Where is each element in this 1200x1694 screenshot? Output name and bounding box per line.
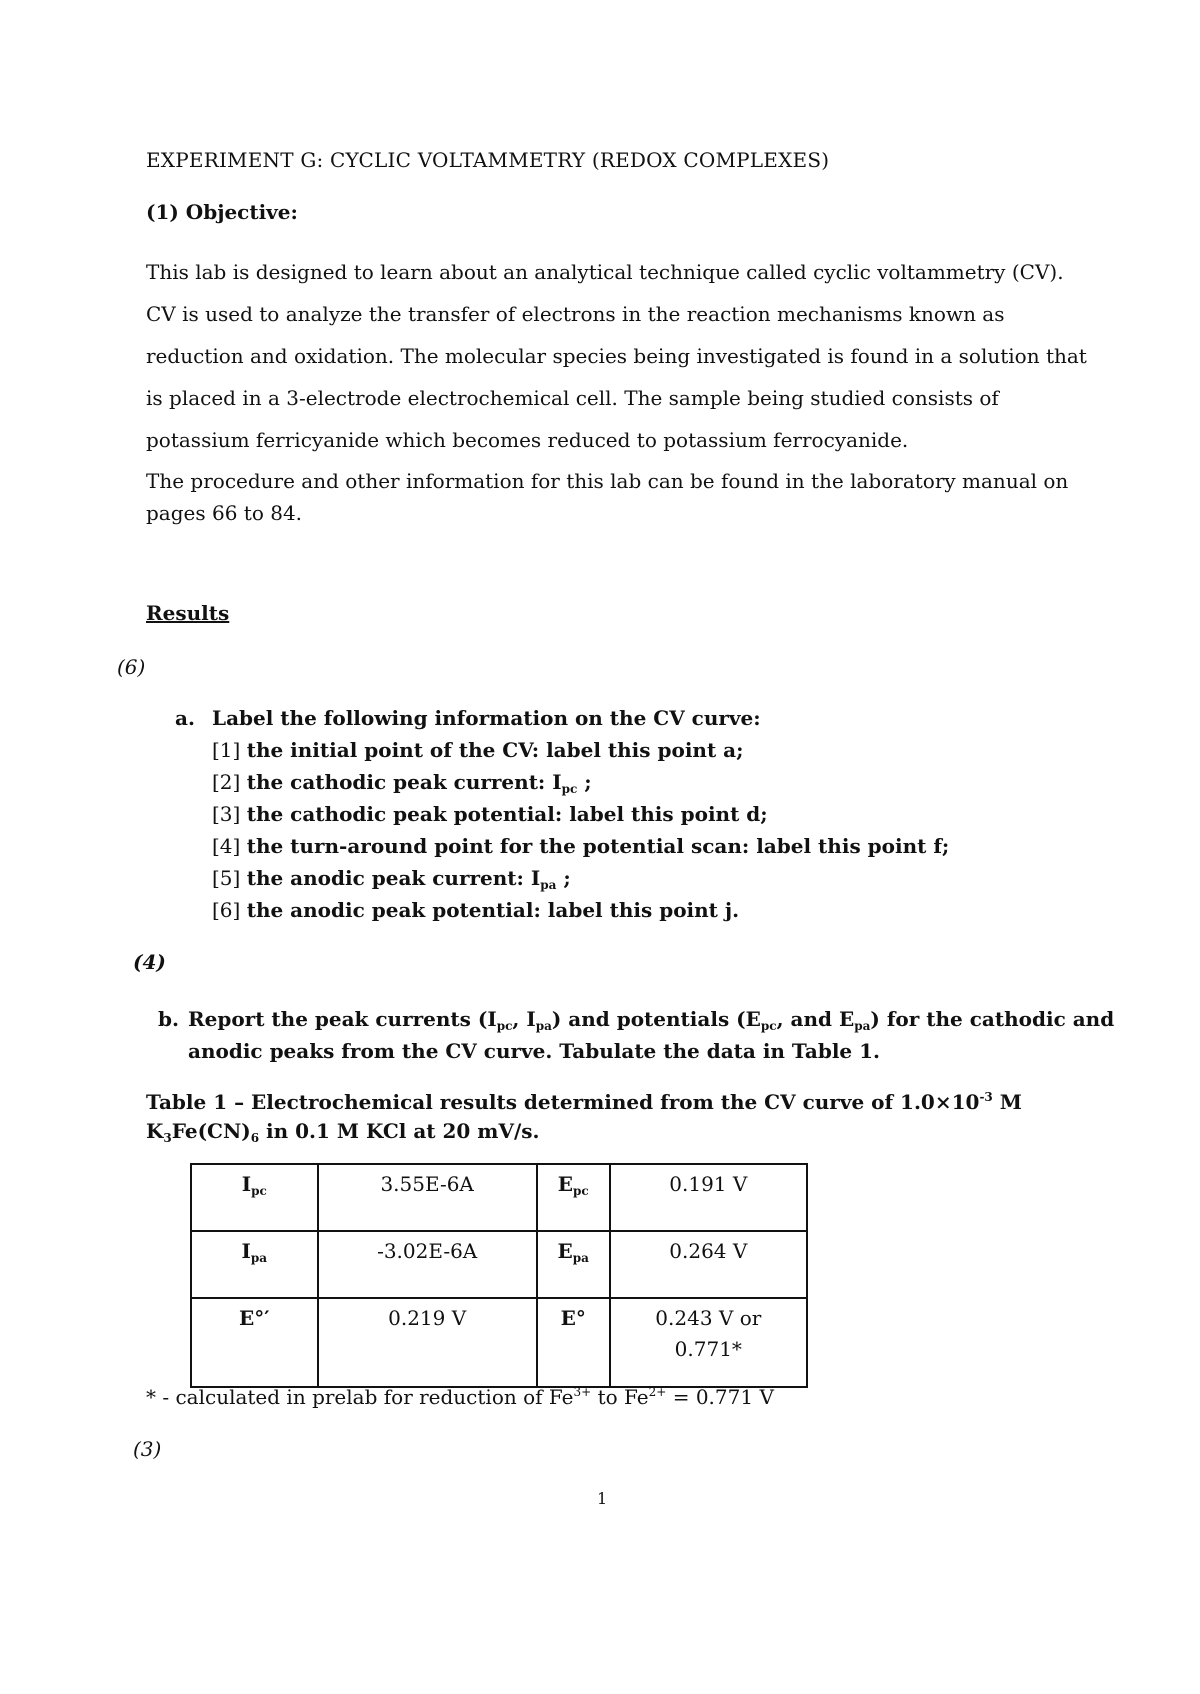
item-text: the anodic peak potential: label this point j. bbox=[246, 898, 740, 922]
item-number: [3] bbox=[212, 802, 241, 826]
table-caption-line-2: $K_3Fe(CN)_6$ in 0.1 M KCl at 20 mV/s. bbox=[146, 1119, 540, 1145]
table-row bbox=[191, 1231, 807, 1298]
question-b-line-1: Report the peak currents ($I_{pc}$, $I_{pa}$) and potentials ($E_{pc}$, and $E_{pa}$) for the cathodic and bbox=[188, 1007, 1115, 1033]
item-tail: ; bbox=[556, 866, 571, 890]
item-number: [4] bbox=[212, 834, 241, 858]
procedure-paragraph bbox=[146, 465, 1076, 529]
results-heading: Results bbox=[146, 601, 230, 625]
item-number: [6] bbox=[212, 898, 241, 922]
question-b-line-2: anodic peaks from the CV curve. Tabulate the data in Table 1. bbox=[188, 1039, 880, 1063]
marks-label-a: (6) bbox=[117, 655, 146, 679]
label-item bbox=[212, 898, 739, 922]
table-key-cell: $E_{pc}$ bbox=[537, 1164, 610, 1231]
table-value-cell: 0.264 V bbox=[610, 1231, 807, 1298]
table-key-cell: $I_{pa}$ bbox=[191, 1231, 318, 1298]
question-a-text: Label the following information on the CV curve: bbox=[212, 706, 761, 730]
table-value-cell: -3.02E-6A bbox=[318, 1231, 537, 1298]
procedure-line: pages 66 to 84. bbox=[146, 501, 303, 525]
item-number: [2] bbox=[212, 770, 241, 794]
procedure-line: The procedure and other information for this lab can be found in the laboratory manual on bbox=[146, 469, 1069, 493]
item-number: [1] bbox=[212, 738, 241, 762]
objective-line: potassium ferricyanide which becomes reduced to potassium ferrocyanide. bbox=[146, 428, 909, 452]
question-a-letter: a. bbox=[175, 706, 195, 730]
results-table bbox=[190, 1163, 808, 1388]
item-number: [5] bbox=[212, 866, 241, 890]
item-subscript: pc bbox=[561, 782, 578, 796]
label-item bbox=[212, 834, 949, 858]
question-b-letter: b. bbox=[158, 1007, 179, 1031]
table-key-cell: E° bbox=[537, 1298, 610, 1387]
label-item bbox=[212, 802, 768, 826]
table-value-cell: 0.243 V or 0.771* bbox=[610, 1298, 807, 1387]
page-number: 1 bbox=[597, 1489, 608, 1508]
marks-label-c: (3) bbox=[133, 1437, 162, 1461]
marks-label-b: (4) bbox=[133, 950, 166, 974]
item-text: the turn-around point for the potential scan: label this point f; bbox=[246, 834, 950, 858]
document-title: EXPERIMENT G: CYCLIC VOLTAMMETRY (REDOX COMPLEXES) bbox=[146, 148, 830, 172]
table-key-cell: $I_{pc}$ bbox=[191, 1164, 318, 1231]
label-item bbox=[212, 866, 571, 890]
objective-paragraph bbox=[146, 251, 1087, 461]
label-item bbox=[212, 770, 592, 794]
label-item bbox=[212, 738, 744, 762]
objective-line: reduction and oxidation. The molecular species being investigated is found in a solution that bbox=[146, 344, 1087, 368]
objective-line: CV is used to analyze the transfer of electrons in the reaction mechanisms known as bbox=[146, 302, 1005, 326]
table-caption-line-1: Table 1 – Electrochemical results determined from the CV curve of $1.0\times 10^{-3}$ M bbox=[146, 1090, 1022, 1114]
objective-line: This lab is designed to learn about an analytical technique called cyclic voltammetry (CV). bbox=[146, 260, 1064, 284]
item-text: the cathodic peak current: I bbox=[246, 770, 562, 794]
table-row bbox=[191, 1298, 807, 1387]
item-subscript: pa bbox=[540, 878, 557, 892]
item-tail: ; bbox=[577, 770, 592, 794]
item-text: the initial point of the CV: label this point a; bbox=[246, 738, 744, 762]
table-key-cell: $E_{pa}$ bbox=[537, 1231, 610, 1298]
table-value-cell: 3.55E-6A bbox=[318, 1164, 537, 1231]
table-key-cell: E°′ bbox=[191, 1298, 318, 1387]
table-value-cell: 0.219 V bbox=[318, 1298, 537, 1387]
table-row bbox=[191, 1164, 807, 1231]
objective-line: is placed in a 3-electrode electrochemical cell. The sample being studied consists of bbox=[146, 386, 999, 410]
table-footnote: * - calculated in prelab for reduction of $Fe^{3+}$ to $Fe^{2+} = 0.771$ V bbox=[146, 1385, 774, 1409]
item-text: the anodic peak current: I bbox=[246, 866, 541, 890]
objective-heading: (1) Objective: bbox=[146, 200, 298, 224]
table-value-cell: 0.191 V bbox=[610, 1164, 807, 1231]
item-text: the cathodic peak potential: label this point d; bbox=[246, 802, 768, 826]
